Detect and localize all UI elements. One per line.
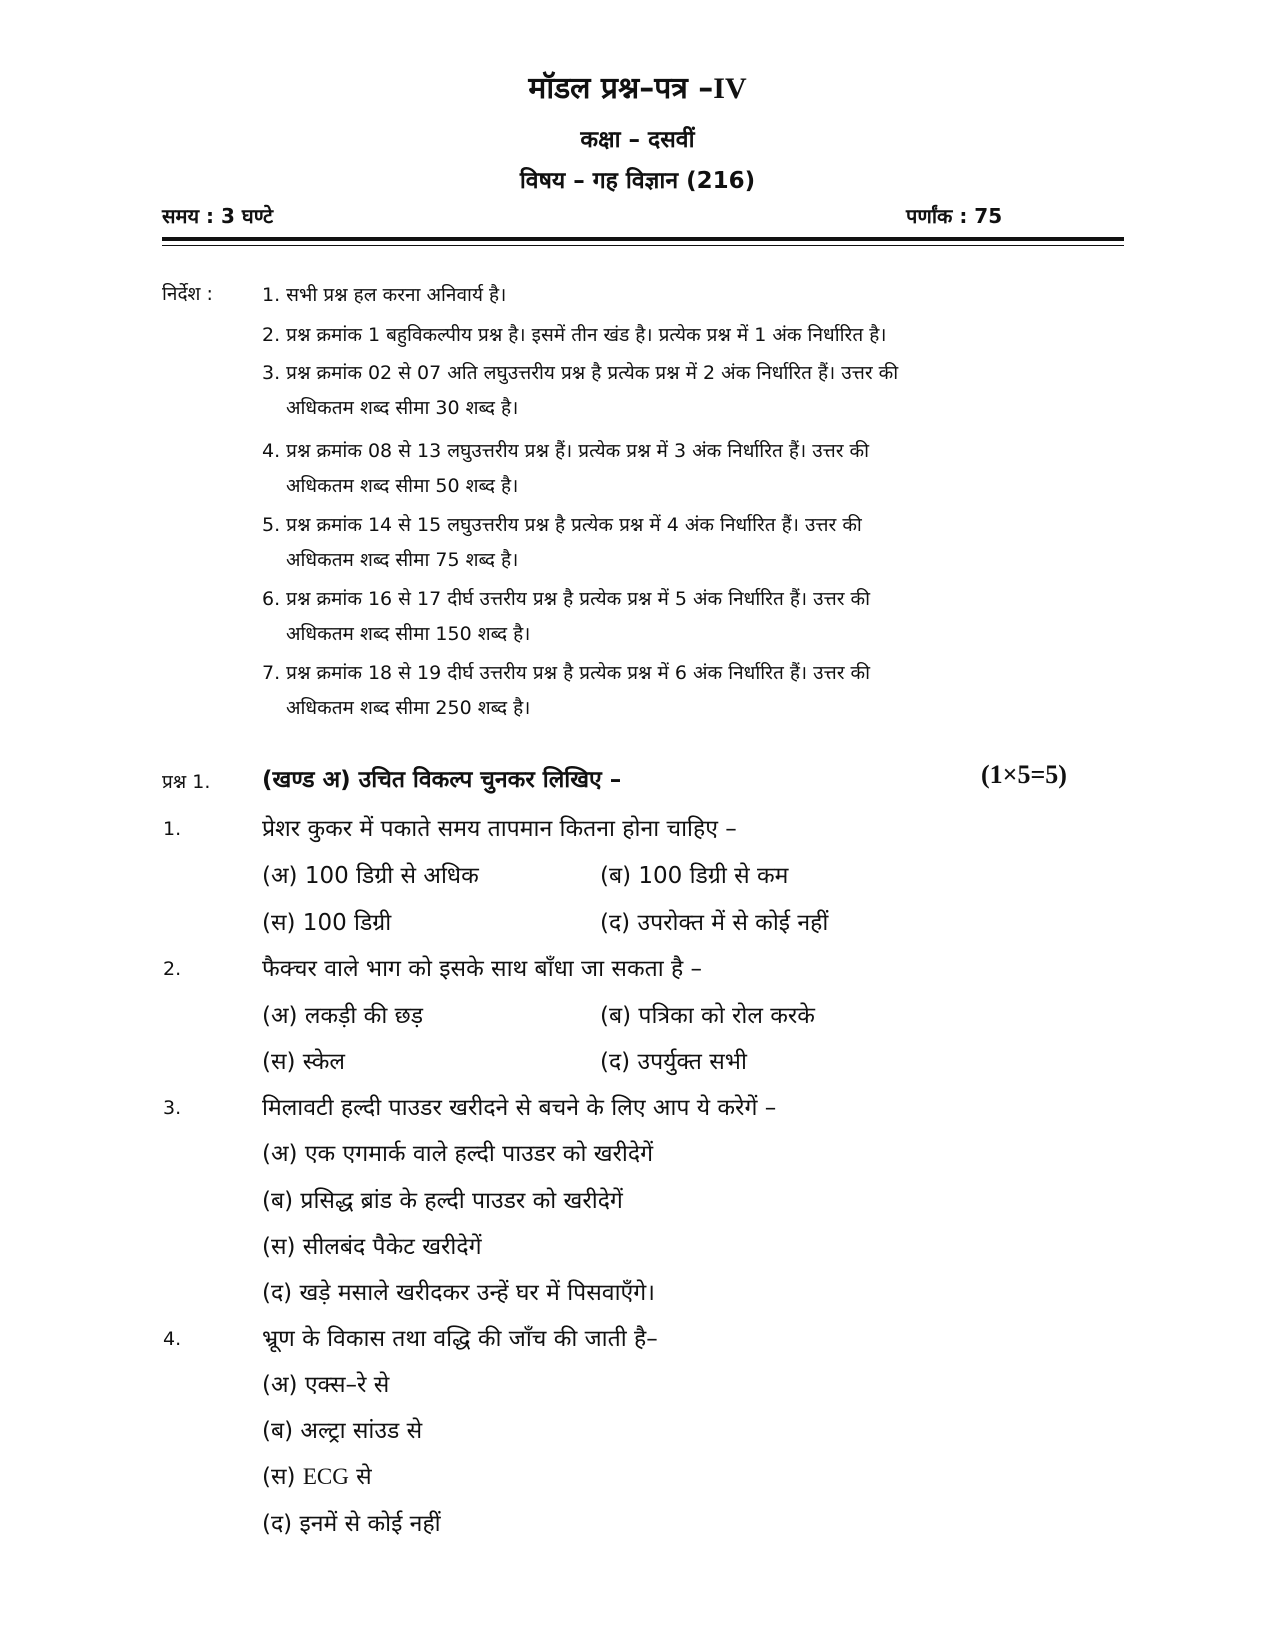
instruction-item — [262, 432, 1132, 502]
section-question-label: प्रश्न 1. — [162, 771, 211, 793]
option-c: (स) 100 डिग्री — [262, 910, 392, 936]
question-number: 2. — [163, 958, 182, 980]
question-text: भ्रूण के विकास तथा वद्धि की जाँच की जाती है– — [262, 1326, 658, 1352]
question-number: 4. — [163, 1328, 182, 1350]
instruction-item — [262, 316, 1132, 354]
option-d: (द) इनमें से कोई नहीं — [262, 1511, 441, 1537]
instruction-line: 4. प्रश्न क्रमांक 08 से 13 लघुउत्तरीय प्रश्न हैं। प्रत्येक प्रश्न में 3 अंक निर्धारित हैं। उत्तर की — [262, 440, 870, 462]
instructions-list — [262, 276, 1132, 724]
header-divider-thick — [162, 237, 1124, 241]
option-b: (ब) पत्रिका को रोल करके — [600, 1003, 815, 1029]
section-marks: (1×5=5) — [981, 760, 1067, 789]
instruction-continuation: अधिकतम शब्द सीमा 30 शब्द है। — [286, 397, 519, 419]
instruction-item — [262, 580, 1132, 650]
paper-title-text: मॉडल प्रश्न–पत्र – — [528, 71, 714, 106]
instruction-continuation: अधिकतम शब्द सीमा 150 शब्द है। — [286, 623, 531, 645]
question-number: 3. — [163, 1097, 182, 1119]
question-text: प्रेशर कुकर में पकाते समय तापमान कितना होना चाहिए – — [262, 816, 737, 842]
header-divider-thin — [162, 245, 1124, 246]
time-allowed: समय : 3 घण्टे — [162, 204, 274, 228]
option-b: (ब) प्रसिद्ध ब्रांड के हल्दी पाउडर को खरीदेगें — [262, 1188, 623, 1214]
instruction-line: 6. प्रश्न क्रमांक 16 से 17 दीर्घ उत्तरीय प्रश्न है प्रत्येक प्रश्न में 5 अंक निर्धारित हैं। उत्तर की — [262, 588, 871, 610]
question-text: फैक्चर वाले भाग को इसके साथ बाँधा जा सकता है – — [262, 956, 703, 982]
instruction-continuation: अधिकतम शब्द सीमा 50 शब्द है। — [286, 475, 519, 497]
instruction-line: 7. प्रश्न क्रमांक 18 से 19 दीर्घ उत्तरीय प्रश्न है प्रत्येक प्रश्न में 6 अंक निर्धारित हैं। उत्तर की — [262, 662, 871, 684]
instruction-continuation: अधिकतम शब्द सीमा 75 शब्द है। — [286, 549, 519, 571]
option-c-suffix: से — [356, 1464, 372, 1490]
option-c — [262, 1459, 372, 1491]
option-d: (द) उपरोक्त में से कोई नहीं — [600, 910, 829, 936]
question-number: 1. — [163, 818, 182, 840]
instruction-line: 2. प्रश्न क्रमांक 1 बहुविकल्पीय प्रश्न है। इसमें तीन खंड है। प्रत्येक प्रश्न में 1 अंक निर्धारित है। — [262, 324, 887, 346]
option-b: (ब) 100 डिग्री से कम — [600, 863, 789, 889]
instruction-item — [262, 354, 1132, 424]
paper-title — [0, 66, 1275, 107]
option-a: (अ) लकड़ी की छड़ — [262, 1003, 424, 1029]
class-line: कक्षा – दसवीं — [580, 127, 695, 153]
option-c-latin: ECG — [302, 1464, 349, 1489]
instruction-item — [262, 506, 1132, 576]
option-b: (ब) अल्ट्रा सांउड से — [262, 1418, 423, 1444]
subject-line: विषय – गह विज्ञान (216) — [519, 168, 756, 194]
instruction-line: 1. सभी प्रश्न हल करना अनिवार्य है। — [262, 284, 507, 306]
option-d: (द) खड़े मसाले खरीदकर उन्हें घर में पिसवाएँगे। — [262, 1280, 655, 1306]
instruction-line: 5. प्रश्न क्रमांक 14 से 15 लघुउत्तरीय प्रश्न है प्रत्येक प्रश्न में 4 अंक निर्धारित हैं। उत्तर की — [262, 514, 862, 536]
instruction-continuation: अधिकतम शब्द सीमा 250 शब्द है। — [286, 697, 531, 719]
option-d: (द) उपर्युक्त सभी — [600, 1049, 747, 1075]
option-a: (अ) एक्स–रे से — [262, 1372, 390, 1398]
max-marks: पर्णांक : 75 — [906, 204, 1003, 228]
instructions-label: निर्देश : — [162, 283, 213, 305]
option-a: (अ) एक एगमार्क वाले हल्दी पाउडर को खरीदेगें — [262, 1141, 654, 1167]
instruction-item — [262, 654, 1132, 724]
question-text: मिलावटी हल्दी पाउडर खरीदने से बचने के लिए आप ये करेगें – — [262, 1095, 777, 1121]
option-a: (अ) 100 डिग्री से अधिक — [262, 863, 479, 889]
section-heading: (खण्ड अ) उचित विकल्प चुनकर लिखिए – — [262, 767, 622, 793]
instruction-item — [262, 276, 1132, 314]
instruction-line: 3. प्रश्न क्रमांक 02 से 07 अति लघुउत्तरीय प्रश्न है प्रत्येक प्रश्न में 2 अंक निर्धारित हैं। उत्तर की — [262, 362, 899, 384]
option-c: (स) स्केल — [262, 1049, 346, 1075]
paper-title-roman: IV — [713, 72, 747, 105]
option-c-prefix: (स) — [262, 1464, 296, 1490]
option-c: (स) सीलबंद पैकेट खरीदेगें — [262, 1234, 482, 1260]
